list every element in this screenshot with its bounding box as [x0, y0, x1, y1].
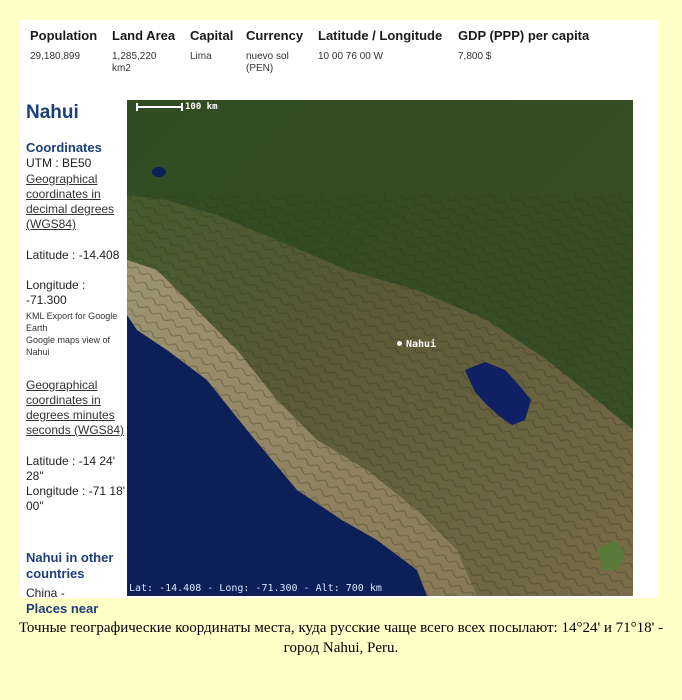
place-title: Nahui [26, 102, 79, 123]
caption: Точные географические координаты места, куда русские чаще всего всех посылают: 14°24' и 71°18' - город Nahui, Peru. [18, 620, 664, 656]
dms-link[interactable]: Geographical coordinates in degrees minutes seconds (WGS84) [26, 378, 125, 437]
other-china-link[interactable]: China - [26, 586, 65, 600]
place-sidebar [20, 98, 126, 616]
coordinate-readout: Lat: -14.408 - Long: -71.300 - Alt: 700 km [129, 583, 382, 594]
map-marker-icon[interactable] [397, 341, 402, 346]
currency-column [246, 28, 303, 75]
content-panel [20, 20, 658, 616]
population-value: 29,180,899 [30, 51, 81, 62]
satellite-map[interactable] [127, 100, 633, 596]
capital-value: Lima [190, 51, 212, 62]
land-area-column [112, 28, 175, 75]
population-column [30, 28, 97, 63]
places-near-heading: Places near [26, 601, 99, 616]
other-countries-heading: Nahui in other countries [26, 550, 114, 581]
google-maps-link[interactable]: Google maps view of Nahui [26, 335, 111, 357]
longitude-dms: Longitude : -71 18' 00" [26, 484, 126, 513]
latlon-value: 10 00 76 00 W [318, 51, 384, 62]
latlon-column [318, 28, 442, 63]
gdp-value: 7,800 $ [458, 51, 492, 62]
gdp-header: GDP (PPP) per capita [458, 28, 590, 43]
currency-value: nuevo sol (PEN) [246, 51, 289, 74]
marker-label[interactable]: Nahui [406, 339, 437, 350]
land-area-value: 1,285,220 km2 [112, 51, 157, 74]
map-terrain [127, 100, 633, 596]
coordinates-heading: Coordinates [26, 140, 102, 155]
small-lake [152, 167, 166, 177]
capital-column [190, 28, 233, 63]
land-area-header: Land Area [112, 28, 176, 43]
capital-header: Capital [190, 28, 234, 43]
gdp-column [458, 28, 589, 63]
utm-value: UTM : BE50 [26, 156, 92, 170]
latitude-decimal: Latitude : -14.408 [26, 248, 120, 262]
decimal-degrees-link[interactable]: Geographical coordinates in decimal degrees (WGS84) [26, 172, 115, 231]
scale-label: 100 km [185, 102, 218, 112]
kml-export-link[interactable]: KML Export for Google Earth [26, 311, 118, 333]
latlon-header: Latitude / Longitude [318, 28, 443, 43]
currency-header: Currency [246, 28, 304, 43]
country-stats-table [20, 28, 658, 98]
latitude-dms: Latitude : -14 24' 28" [26, 454, 116, 483]
population-header: Population [30, 28, 98, 43]
longitude-decimal: Longitude : -71.300 [26, 278, 86, 307]
